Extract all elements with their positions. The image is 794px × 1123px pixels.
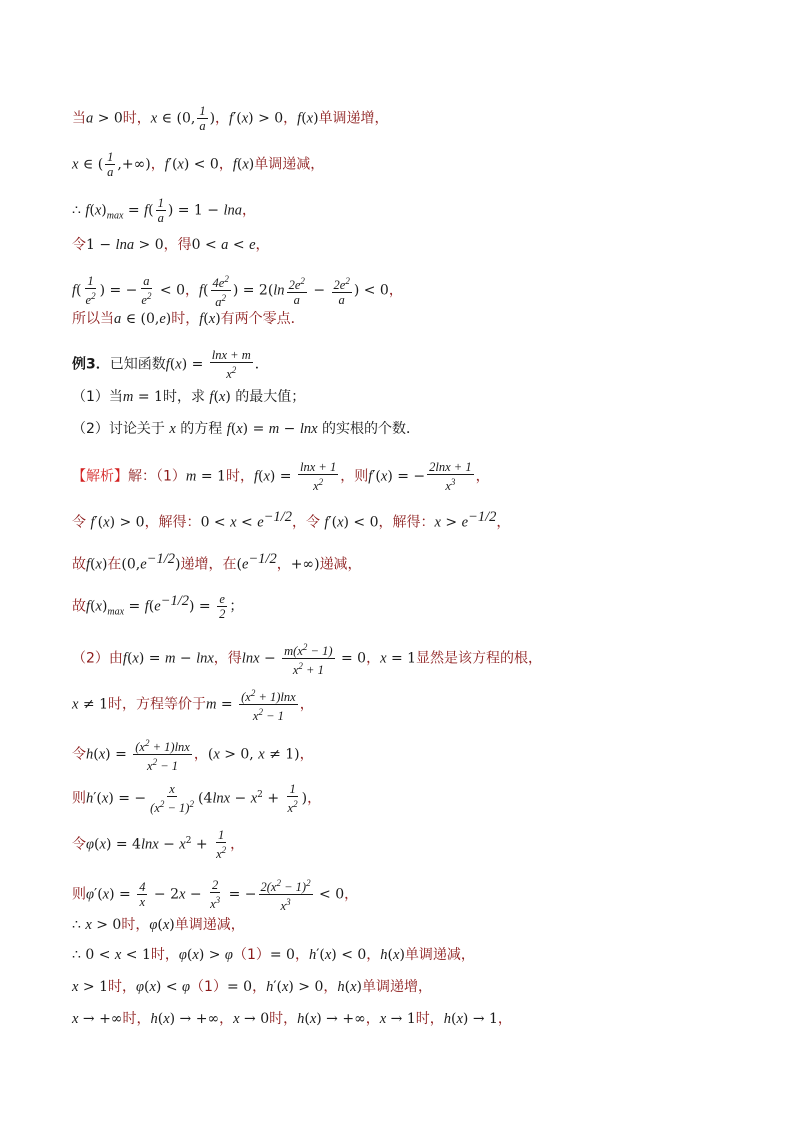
line-7: 例3．已知函数f(x) = $\frac{\ln x + m}{x^2}$ ． — [72, 348, 269, 382]
line-9: （2）讨论关于 x 的方程 f(x) = m − lnx 的实根的个数． — [72, 421, 421, 437]
line-14: （2）由f(x) = m − lnx，得lnx − $\frac{m(x^2 - 1)}{x^2 + 1}$ = 0，x = 1显然是该方程的根， — [72, 642, 543, 678]
line-23: x → +∞时，h(x) → +∞，x → 0时，h(x) → +∞，x → 1时，h(x) → 1， — [72, 1011, 512, 1027]
line-16: 令h(x) = $\frac{(x^2 + 1)\ln x}{x^2 - 1}$ ，(x > 0, x ≠ 1)， — [72, 738, 314, 774]
line-20: ∴ x > 0时，φ(x)单调递减， — [72, 917, 245, 933]
line-19: 则φ′(x) = $\frac{4}{x}$ − 2x − $\frac{2}{x^3}$ = − $\frac{2(x^2 - 1)^2}{x^3}$ < 0， — [72, 878, 359, 914]
line-10: 【解析】解：（1）m = 1时，f(x) = $\frac{\ln x + 1}{x^2}$ ，则f′(x) = − $\frac{2\ln x + 1}{x^3}$ ， — [72, 460, 490, 494]
line-1: 当a > 0时，x ∈ (0, $\frac{1}{a}$ )，f′(x) > 0，f(x)单调递增， — [72, 104, 389, 133]
line-22: x > 1时，φ(x) < φ（1）= 0，h′(x) > 0，h(x)单调递增， — [72, 979, 433, 995]
line-8: （1）当m = 1时，求 f(x) 的最大值； — [72, 389, 306, 405]
line-13: 故$f(x)_{max} = f(e^{-1/2})$ = $\frac{e}{2}$ ； — [72, 592, 244, 622]
line-5: f( $\frac{1}{e^2}$ ) = − $\frac{a}{e^2}$ < 0，f( $\frac{4e^2}{a^2}$ ) = 2(ln $\frac{2e^2}{a}$ − $\frac{2e^2}{a}$ ) < 0， — [72, 274, 403, 310]
line-4: 令1 − lna > 0，得0 < a < e， — [72, 237, 270, 253]
line-6: 所以当a ∈ (0,e)时，f(x)有两个零点． — [72, 311, 305, 327]
line-17: 则h′(x) = − $\frac{x}{(x^2 - 1)^2}$ ($4\ln x - x^2$ + $\frac{1}{x^2}$ )， — [72, 782, 322, 816]
line-21: ∴ 0 < x < 1时，φ(x) > φ（1）= 0，h′(x) < 0，h(x)单调递减， — [72, 947, 475, 963]
line-12: 故f(x)在$(0,e^{-1/2})$递增，在($e^{-1/2}$，+∞)递减， — [72, 551, 362, 573]
line-15: x ≠ 1时，方程等价于m = $\frac{(x^2 + 1)\ln x}{x^2 - 1}$ ， — [72, 688, 314, 724]
line-3: ∴ $f(x)_{max} = f$( $\frac{1}{a}$ ) = 1 − lna， — [72, 196, 256, 225]
line-18: 令$\varphi(x) = 4\ln x - x^2$ + $\frac{1}{x^2}$ ， — [72, 828, 245, 862]
line-2: x ∈ ( $\frac{1}{a}$ ,+∞)，f′(x) < 0，f(x)单调递减， — [72, 150, 325, 179]
line-11: 令 f′(x) > 0，解得：$0 < x < e^{-1/2}$，令 f′(x) < 0，解得：$x > e^{-1/2}$， — [72, 509, 511, 531]
